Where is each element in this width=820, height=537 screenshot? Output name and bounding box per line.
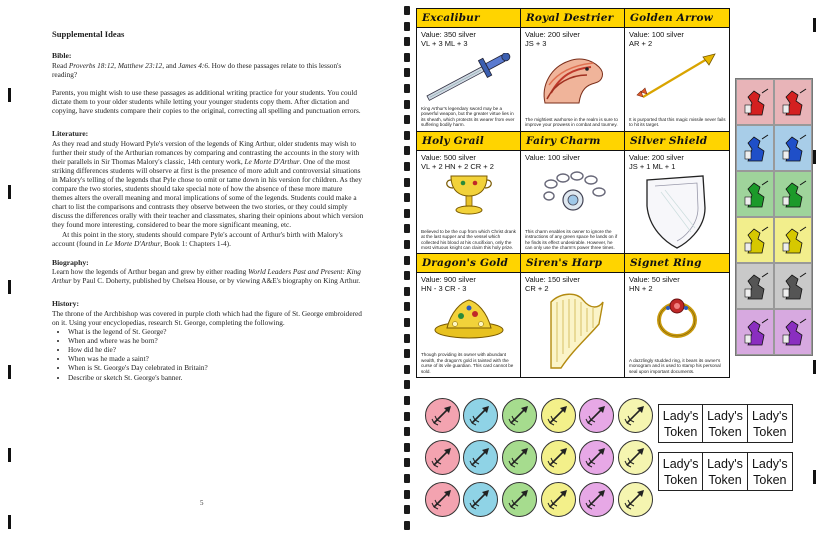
card-description: The mightiest warhorse in the realm is sure to improve your prowess in combat and tourney. [525,116,618,128]
card-stats: HN + 2 [629,284,653,294]
card-value: Value: 100 silver [629,30,684,39]
literature-title: Literature: [52,129,89,139]
card-title: Silver Shield [625,132,729,151]
supplemental-ideas-text [52,30,364,392]
lady-token [659,453,703,490]
coin-cell [578,478,617,520]
spiral-coil [404,396,410,405]
coin-token [425,398,460,433]
card-description: It is purported that this magic missile never fails to hit its target. [629,116,726,128]
coin-cell [423,436,462,478]
lady-token [748,405,792,442]
card-description: Though providing its owner with abundant wealth, the dragon's gold is tainted with the curse of its vile guardian. This card cannot be sold. [421,352,514,374]
card-value: Value: 500 silver [421,152,476,162]
spiral-coil [404,224,410,233]
literature-paragraph-2: At this point in the story, students should compare Pyle's account of Arthur's birth with Malory's account (found in Le Morte D'Arthur, Book 1: Chapters 1-4). [52,229,343,248]
coin-token [463,482,498,517]
spiral-coil [404,505,410,514]
knight-token [736,171,774,217]
history-section [52,299,364,381]
coin-token [502,398,537,433]
knight-token [736,79,774,125]
arrow-icon [506,486,532,512]
list-item: • When and where was he born? [68,336,364,345]
shield-illustration [625,172,729,250]
knight-icon [780,87,808,119]
lady-token [659,405,703,442]
card-fairy-charm [521,132,625,255]
spiral-coil [404,334,410,343]
lady-token-label: Lady's [707,457,743,471]
coin-token [618,398,653,433]
card-stats: VL + 3 ML + 3 [421,39,468,48]
spiral-coil [404,349,410,358]
coin-token [618,482,653,517]
arrow-icon [545,486,571,512]
card-title: Dragon's Gold [417,254,520,273]
card-description: King Arthur's legendary sword may be a powerful weapon, but the greater virtue lies in its sheath, which protects its wearer from ever suffering bodily harm. [421,106,515,128]
spiral-coil [404,115,410,124]
bible-section [52,51,364,115]
spiral-coil [404,131,410,140]
arrow-icon [545,444,571,470]
edge-mark [8,365,11,379]
spiral-coil [404,380,410,389]
right-page [416,0,820,537]
arrow-icon [467,486,493,512]
spiral-coil [404,68,410,77]
lady-token-label: Token [708,425,742,439]
coin-cell [500,436,539,478]
card-silver-shield [625,132,729,255]
spiral-coil [404,6,410,15]
lady-token-label: Token [753,425,787,439]
coin-token [579,440,614,475]
history-title: History: [52,299,79,309]
spiral-coil [404,100,410,109]
coin-cell [500,394,539,436]
harp-illustration [521,288,624,374]
edge-mark [813,470,816,484]
edge-mark [8,185,11,199]
card-value: Value: 200 silver [525,30,580,39]
edge-mark [813,360,816,374]
knight-token [774,217,812,263]
edge-mark [8,515,11,529]
sword-illustration [417,53,520,101]
spiral-binding [404,6,412,534]
card-value: Value: 900 silver [421,275,476,285]
lady-token-label: Token [663,425,698,439]
arrow-icon [429,444,455,470]
spiral-coil [404,256,410,265]
list-item: • How did he die? [68,345,364,354]
knight-token [774,263,812,309]
card-excalibur [417,9,521,132]
card-value: Value: 100 silver [525,152,580,162]
spiral-coil [404,37,410,46]
card-description: This charm enables its owner to ignore the instructions of any green space he lands on if he finds its effect undesirable. However, he can only use the charm's power three times. [525,228,618,250]
spiral-coil [404,287,410,296]
edge-mark [8,448,11,462]
card-stats: VL + 2 HN + 2 CR + 2 [421,161,494,171]
knight-token [774,79,812,125]
spiral-coil [404,458,410,467]
knight-icon [742,87,770,119]
spiral-coil [404,474,410,483]
coin-token [463,398,498,433]
coin-token [579,482,614,517]
list-item: • Describe or sketch St. George's banner. [68,373,364,382]
coin-token [541,398,576,433]
spiral-coil [404,490,410,499]
spiral-coil [404,22,410,31]
spiral-coil [404,365,410,374]
card-value: Value: 50 silver [629,275,680,285]
lady-token [703,453,747,490]
lady-token-row [658,452,793,491]
lady-token-label: Token [753,473,787,487]
card-title: Signet Ring [625,254,729,273]
arrow-icon [545,402,571,428]
edge-mark [813,18,816,32]
lady-token-label: Lady's [662,409,699,423]
spiral-coil [404,209,410,218]
page-heading: Supplemental Ideas [52,29,125,39]
lady-token-label: Lady's [751,409,788,423]
arrow-icon [467,402,493,428]
card-stats: JS + 1 ML + 1 [629,161,676,171]
coin-token [502,482,537,517]
knight-icon [742,225,770,257]
treasure-illustration [417,292,520,340]
coin-cell [462,436,501,478]
knight-icon [780,271,808,303]
bible-paragraph-1: Read Proverbs 18:12, Matthew 23:12, and James 4:6. How do these passages relate to this lesson's reading? [52,60,342,79]
coin-cell [500,478,539,520]
biography-title: Biography: [52,257,89,267]
horse-illustration [521,45,624,105]
arrow-icon [583,486,609,512]
coin-cell [539,478,578,520]
arrow-icon [429,486,455,512]
knight-icon [742,133,770,165]
spiral-coil [404,53,410,62]
arrow-icon [429,402,455,428]
coin-token [425,482,460,517]
card-title: Fairy Charm [521,132,624,151]
coin-token [502,440,537,475]
arrow-illustration [625,47,729,105]
biography-paragraph: Learn how the legends of Arthur began and grew by either reading World Leaders Past and Present: King Arthur by Paul C. Doherty, published by Chelsea House, or by viewing A&E's biography on King Arthur. [52,267,361,286]
arrow-icon [622,402,648,428]
spiral-coil [404,302,410,311]
bible-title: Bible: [52,51,72,61]
card-title: Siren's Harp [521,254,624,273]
card-golden-arrow [625,9,729,132]
card-dragons-gold [417,254,521,377]
left-page [0,0,400,537]
card-stats: CR + 2 [525,284,549,294]
arrow-icon [506,444,532,470]
card-value: Value: 200 silver [629,152,684,162]
knight-token [774,171,812,217]
spiral-coil [404,318,410,327]
knight-icon [780,179,808,211]
coin-cell [578,436,617,478]
knight-token [736,217,774,263]
coin-cell [423,478,462,520]
arrow-icon [622,444,648,470]
spiral-coil [404,178,410,187]
item-card-grid [416,8,730,378]
card-title: Golden Arrow [625,9,729,28]
lady-token-label: Token [663,473,698,487]
arrow-icon [467,444,493,470]
list-item: • What is the legend of St. George? [68,327,364,336]
coin-token-grid [423,394,655,520]
knight-icon [742,271,770,303]
edge-mark [8,88,11,102]
spiral-coil [404,271,410,280]
lady-token [703,405,747,442]
knight-icon [742,317,770,349]
literature-paragraph-1: As they read and study Howard Pyle's version of the legends of King Arthur, older students may wish to further their study of the Arthurian romances by comparing and contrasting the accounts in the story with their parallels in Sir Thomas Malory's classic, 14th century work, Le Morte D'Arthur. One of the most striking differences students will observe at first is the presence of more adult and controversial situations in Malory's telling of the legends that Pyle chose to omit or tame down in his version for children. As they compare the two stories, students should take special note of how the absence of these more mature themes alters the overall meaning and moral implications of some of the legends. Students could make a chart to list the comparisons and contrasts they observe between the two stories, or they could simply discuss the differences orally with their teacher and classmates, sharing their opinions about which version they found more interesting, considered to bear the more significant meaning, etc. [52,138,364,230]
coin-cell [616,394,655,436]
coin-cell [616,436,655,478]
lady-token [748,453,792,490]
spiral-coil [404,84,410,93]
knight-icon [780,225,808,257]
biography-section [52,258,364,286]
lady-token-grid [658,404,793,500]
card-value: Value: 150 silver [525,275,580,285]
knight-token [736,125,774,171]
list-item: • When is St. George's Day celebrated in Britain? [68,363,364,372]
lady-token-label: Token [708,473,742,487]
coin-cell [578,394,617,436]
knight-token [774,309,812,355]
spiral-coil [404,240,410,249]
card-stats: JS + 3 [525,39,547,48]
card-stats: AR + 2 [629,39,653,48]
arrow-icon [583,402,609,428]
lady-token-label: Lady's [662,457,699,471]
card-title: Royal Destrier [521,9,624,28]
lady-token-row [658,404,793,443]
history-list [52,327,364,382]
spiral-coil [404,521,410,530]
edge-mark [813,150,816,164]
literature-section [52,129,364,248]
card-value: Value: 350 silver [421,30,476,39]
knight-icon [780,317,808,349]
knight-token [736,263,774,309]
charm-illustration [521,164,624,218]
coin-token [541,440,576,475]
knight-token [774,125,812,171]
coin-token [425,440,460,475]
card-description: Believed to be the cup from which Christ drank at the last supper and the vessel which collected his blood at his crucifixion, only the most virtuous knight can claim this holy prize. [421,228,516,250]
coin-token [541,482,576,517]
spiral-coil [404,412,410,421]
lady-token-label: Lady's [751,457,788,471]
spiral-coil [404,193,410,202]
coin-token [579,398,614,433]
card-sirens-harp [521,254,625,377]
card-description: A dazzlingly studded ring, it bears its owner's monogram and is used to stamp his personal seal upon important documents. [629,357,721,374]
spiral-coil [404,427,410,436]
spiral-coil [404,146,410,155]
bible-paragraph-2: Parents, you might wish to use these passages as additional writing practice for your students. You could dictate them to your older students while letting your younger students copy them. After dictation and copying, have students compare their copies to the original, correcting all spelling and punctuation errors. [52,87,361,115]
arrow-icon [506,402,532,428]
history-paragraph: The throne of the Archbishop was covered in purple cloth which had the figure of St. George embroidered on it. Using your encyclopedias, research St. George, completing the following. [52,308,362,327]
card-signet-ring [625,254,729,377]
knight-icon [780,133,808,165]
arrow-icon [622,486,648,512]
knight-icon [742,179,770,211]
coin-cell [462,478,501,520]
coin-cell [462,394,501,436]
coin-token [463,440,498,475]
coin-cell [539,436,578,478]
coin-cell [616,478,655,520]
coin-token [618,440,653,475]
card-holy-grail [417,132,521,255]
grail-illustration [417,172,520,216]
card-royal-destrier [521,9,625,132]
spiral-coil [404,443,410,452]
knight-token-strip [735,78,813,356]
page-number: 5 [200,499,204,507]
spiral-coil [404,162,410,171]
edge-mark [8,280,11,294]
card-title: Excalibur [417,9,520,28]
ring-illustration [625,292,729,340]
knight-token [736,309,774,355]
list-item: • When was he made a saint? [68,354,364,363]
card-title: Holy Grail [417,132,520,151]
card-stats: HN - 3 CR - 3 [421,284,467,294]
arrow-icon [583,444,609,470]
lady-token-label: Lady's [707,409,743,423]
coin-cell [423,394,462,436]
coin-cell [539,394,578,436]
